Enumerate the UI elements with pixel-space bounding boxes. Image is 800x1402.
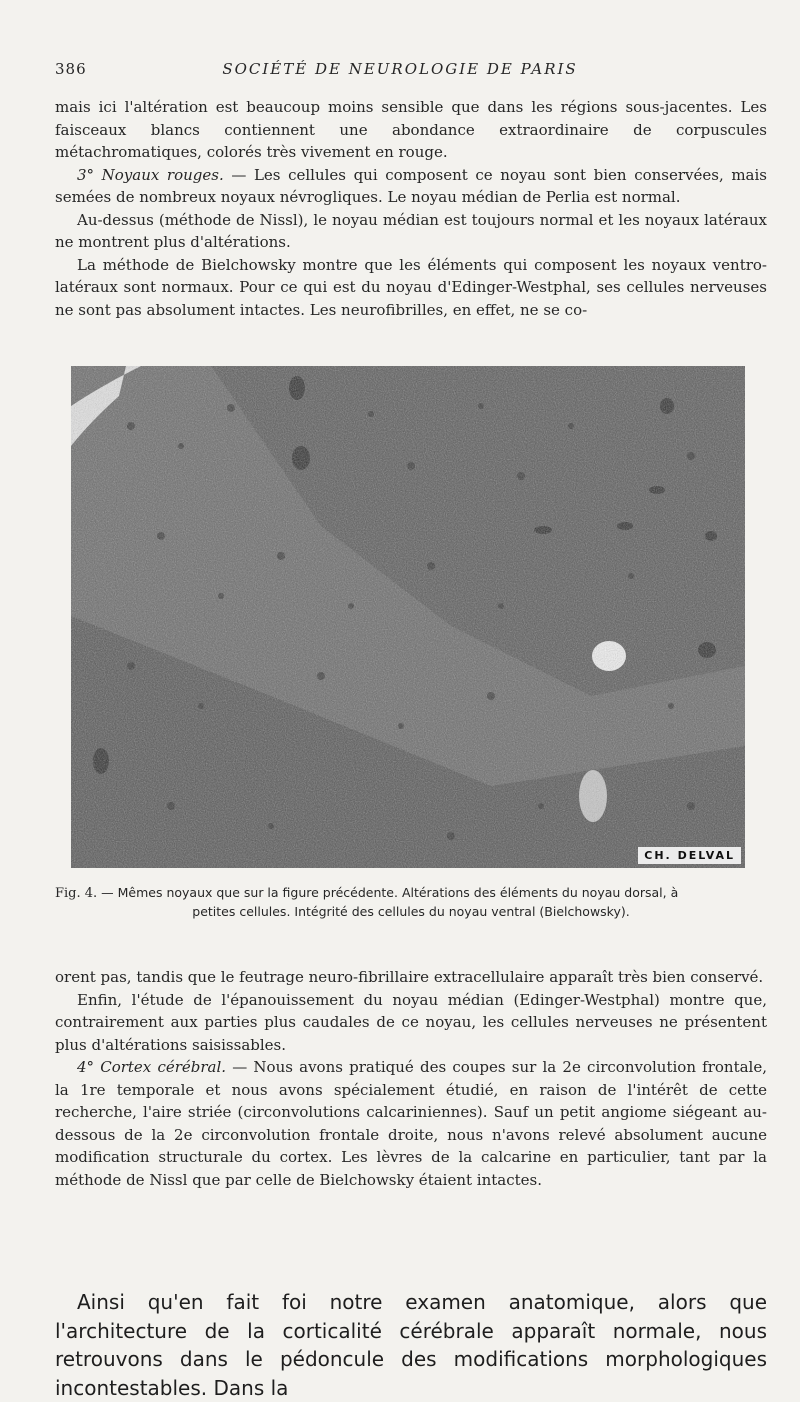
body-text-bottom <box>55 966 767 1191</box>
paragraph <box>55 164 767 209</box>
running-head: SOCIÉTÉ DE NEUROLOGIE DE PARIS <box>222 60 578 78</box>
paragraph: Enfin, l'étude de l'épanouissement du noyau médian (Edinger-Westphal) montre que, contrairement aux parties plus caudales de ce noyau, les cellules nerveuses ne présentent plus d'altérations saisissables. <box>55 990 767 1054</box>
paragraph: mais ici l'altération est beaucoup moins sensible que dans les régions sous-jacentes. Les faisceaux blancs contiennent une abondance extraordinaire de corpuscules métachromatiques, colorés très vivement en rouge. <box>55 98 767 161</box>
page-number: 386 <box>55 60 87 78</box>
caption-line: petites cellules. Intégrité des cellules du noyau ventral (Bielchowsky). <box>192 904 630 919</box>
micrograph-image <box>71 366 745 868</box>
micrograph-figure <box>71 366 745 868</box>
figure-label: Fig. 4. <box>55 886 98 901</box>
paragraph: Au-dessus (méthode de Nissl), le noyau médian est toujours normal et les noyaux latéraux ne montrent plus d'altérations. <box>55 210 767 251</box>
photo-credit: CH. DELVAL <box>638 847 741 864</box>
figure-caption <box>55 884 767 921</box>
paragraph-text: — Nous avons pratiqué des coupes sur la 2e circonvolution frontale, la 1re temporale et nous avons spécialement étudié, en raison de l'intérêt de cette recherche, l'aire striée (circonvolutions calcariniennes). Sauf un petit angiome siégeant au-dessous de la 2e circonvolution frontale droite, nous n'avons relevé absolument aucune modification structurale du cortex. Les lèvres de la calcarine en particulier, tant par la méthode de Nissl que par celle de Bielchowsky étaient intactes. <box>55 1058 767 1189</box>
paragraph <box>55 1056 767 1191</box>
paragraph: orent pas, tandis que le feutrage neuro-fibrillaire extracellulaire apparaît très bien conservé. <box>55 968 764 986</box>
conclusion-text <box>55 1288 767 1402</box>
body-text-top <box>55 96 767 321</box>
paragraph: La méthode de Bielchowsky montre que les éléments qui composent les noyaux ventro-latéraux sont normaux. Pour ce qui est du noyau d'Edinger-Westphal, ses cellules nerveuses ne sont pas absolument intactes. Les neurofibrilles, en effet, ne se co- <box>55 255 767 319</box>
paragraph-text: — Les cellules qui composent ce noyau sont bien conservées, mais semées de nombreux noyaux névrogliques. Le noyau médian de Perlia est normal. <box>55 165 767 206</box>
section-heading: 4° Cortex cérébral. <box>77 1058 227 1076</box>
paragraph: Ainsi qu'en fait foi notre examen anatomique, alors que l'architecture de la corticalité cérébrale apparaît normale, nous retrouvons dans le pédoncule des modifications morphologiques incontestables. Dans la <box>55 1290 767 1400</box>
section-heading: 3° Noyaux rouges. <box>77 165 224 184</box>
caption-line: — Mêmes noyaux que sur la figure précédente. Altérations des éléments du noyau dorsal, à <box>97 885 679 900</box>
page-header <box>55 60 745 84</box>
